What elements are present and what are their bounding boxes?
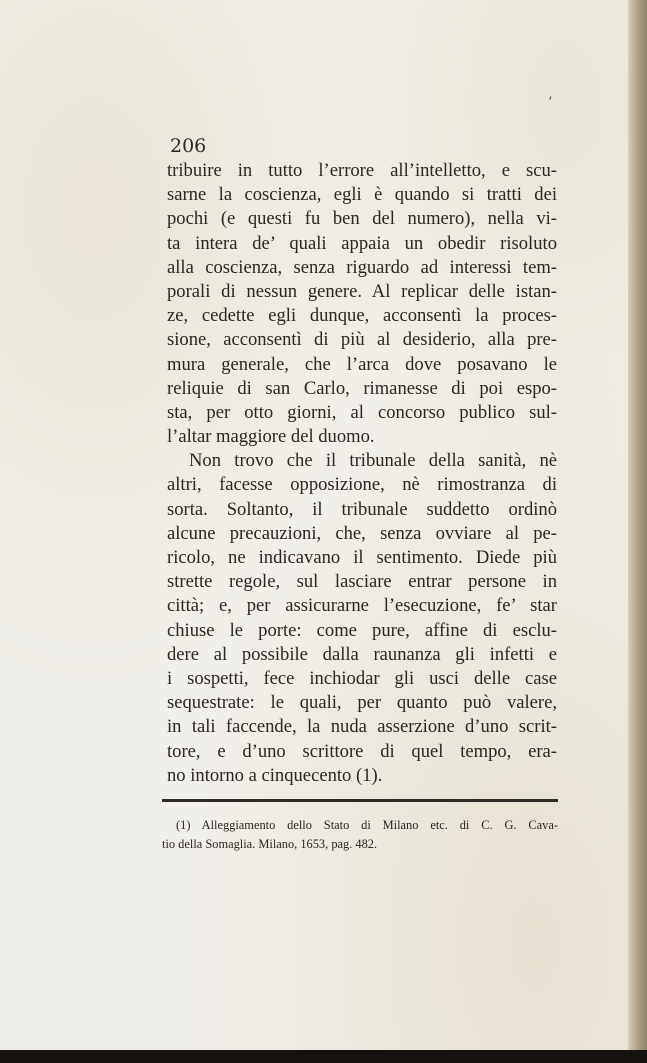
text-line: sta, per otto giorni, al concorso publico sul- <box>167 401 557 423</box>
footnote-rule <box>162 799 558 802</box>
text-line: strette regole, sul lasciare entrar persone in <box>167 571 557 593</box>
text-line: tore, e d’uno scrittore di quel tempo, era- <box>167 740 557 762</box>
footnote <box>162 816 558 854</box>
text-line: sione, acconsentì di più al desiderio, alla pre- <box>167 329 557 351</box>
text-line: no intorno a cinquecento (1). <box>167 764 383 786</box>
text-line: alla coscienza, senza riguardo ad interessi tem- <box>167 256 557 278</box>
text-line: ta intera de’ quali appaia un obedir risoluto <box>167 232 557 254</box>
footnote-line: tio della Somaglia. Milano, 1653, pag. 482. <box>162 837 378 851</box>
body-text <box>167 159 557 788</box>
footnote-line: (1) Alleggiamento dello Stato di Milano etc. di C. G. Cava- <box>176 818 558 832</box>
paragraph-first-line: Non trovo che il tribunale della sanità, nè <box>189 450 557 472</box>
text-line: alcune precauzioni, che, senza ovviare al pe- <box>167 522 557 544</box>
text-line: pochi (e questi fu ben del numero), nella vi- <box>167 208 557 230</box>
text-line: in tali faccende, la nuda asserzione d’uno scrit- <box>167 716 557 738</box>
text-line: ricolo, ne indicavano il sentimento. Diede più <box>167 547 557 568</box>
book-page-edge <box>628 0 647 1050</box>
corner-mark: ’ <box>548 95 553 111</box>
text-line: tribuire in tutto l’errore all’intelletto, e scu- <box>167 160 557 181</box>
scan-bottom-edge <box>0 1050 647 1063</box>
text-line: dere al possibile dalla raunanza gli infetti e <box>167 643 557 665</box>
text-line: sorta. Soltanto, il tribunale suddetto ordinò <box>167 498 557 520</box>
page-number: 206 <box>170 135 207 157</box>
text-line: l’altar maggiore del duomo. <box>167 426 375 448</box>
text-line: sarne la coscienza, egli è quando si tratti dei <box>167 184 557 206</box>
text-line: mura generale, che l’arca dove posavano le <box>167 353 557 375</box>
text-line: sequestrate: le quali, per quanto può valere, <box>167 692 557 714</box>
text-line: città; e, per assicurarne l’esecuzione, fe’ star <box>167 595 557 617</box>
text-line: ze, cedette egli dunque, acconsentì la proces- <box>167 305 557 327</box>
text-line: chiuse le porte: come pure, affine di esclu- <box>167 619 557 641</box>
text-line: porali di nessun genere. Al replicar delle istan- <box>167 280 557 302</box>
text-line: reliquie di san Carlo, rimanesse di poi espo- <box>167 377 557 399</box>
text-line: altri, facesse opposizione, nè rimostranza di <box>167 474 557 496</box>
text-line: i sospetti, fece inchiodar gli usci delle case <box>167 667 557 689</box>
